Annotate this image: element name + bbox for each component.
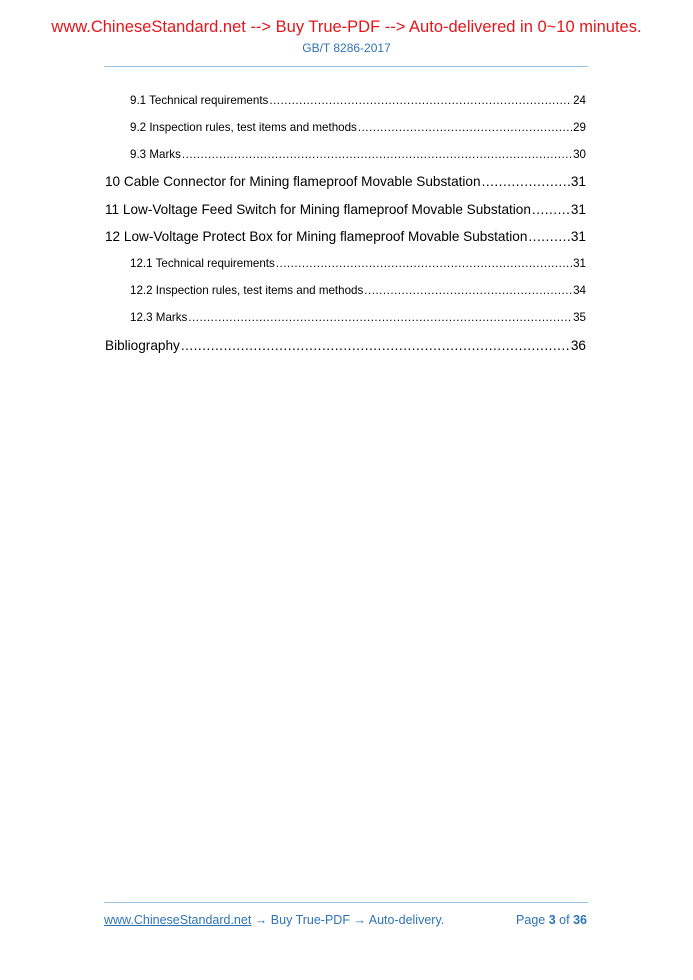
toc-entry-title: 9.2 Inspection rules, test items and methods (130, 121, 357, 134)
toc-entry-12-1[interactable] (130, 257, 586, 270)
toc-entry-title: 11 Low-Voltage Feed Switch for Mining flameproof Movable Substation (105, 202, 531, 217)
toc-entry-9-2[interactable] (130, 121, 586, 134)
dot-leader (276, 257, 572, 270)
current-page-number: 3 (548, 913, 556, 927)
of-label: of (559, 913, 570, 927)
dot-leader (182, 148, 572, 161)
arrow-right-icon: → (254, 913, 268, 927)
dot-leader (269, 94, 572, 107)
toc-entry-12[interactable] (105, 229, 586, 244)
page-counter (516, 913, 587, 927)
toc-entry-12-2[interactable] (130, 284, 586, 297)
page-label: Page (516, 913, 546, 927)
toc-entry-page: 31 (570, 174, 586, 189)
footer-divider (104, 902, 588, 903)
dot-leader (532, 202, 570, 217)
dot-leader (188, 311, 572, 324)
toc-entry-title: 9.1 Technical requirements (130, 94, 269, 107)
footer-buy-text: Buy True-PDF (270, 913, 350, 927)
toc-entry-11[interactable] (105, 202, 586, 217)
dot-leader (528, 229, 569, 244)
header-divider (104, 66, 588, 67)
toc-entry-page: 29 (573, 121, 586, 134)
toc-entry-title: 10 Cable Connector for Mining flameproof Movable Substation (105, 174, 481, 189)
toc-entry-title: 12 Low-Voltage Protect Box for Mining flameproof Movable Substation (105, 229, 528, 244)
toc-entry-page: 35 (573, 311, 586, 324)
toc-entry-page: 31 (570, 229, 586, 244)
arrow-right-icon: → (353, 913, 366, 927)
total-page-count: 36 (573, 913, 587, 927)
footer-delivery-text: Auto-delivery. (368, 913, 445, 927)
dot-leader (364, 284, 572, 297)
toc-entry-9-3[interactable] (130, 148, 586, 161)
toc-entry-bibliography[interactable] (105, 338, 586, 353)
toc-entry-10[interactable] (105, 174, 586, 189)
toc-entry-title: Bibliography (105, 338, 180, 353)
toc-entry-title: 12.2 Inspection rules, test items and methods (130, 284, 364, 297)
footer-promo (104, 913, 444, 927)
header-banner-link[interactable]: www.ChineseStandard.net --> Buy True-PDF --> Auto-delivered in 0~10 minutes. (51, 18, 642, 36)
toc-entry-page: 30 (573, 148, 586, 161)
toc-entry-page: 36 (570, 338, 586, 353)
footer-site-link[interactable]: www.ChineseStandard.net (104, 913, 252, 927)
toc-entry-12-3[interactable] (130, 311, 586, 324)
toc-entry-title: 12.3 Marks (130, 311, 188, 324)
dot-leader (482, 174, 570, 189)
toc-entry-9-1[interactable] (130, 94, 586, 107)
dot-leader (181, 338, 570, 353)
toc-entry-page: 31 (570, 202, 586, 217)
toc-entry-page: 24 (573, 94, 586, 107)
toc-entry-page: 34 (573, 284, 586, 297)
toc-entry-page: 31 (573, 257, 586, 270)
toc-entry-title: 12.1 Technical requirements (130, 257, 275, 270)
toc-entry-title: 9.3 Marks (130, 148, 181, 161)
standard-code: GB/T 8286-2017 (302, 41, 391, 55)
dot-leader (358, 121, 572, 134)
